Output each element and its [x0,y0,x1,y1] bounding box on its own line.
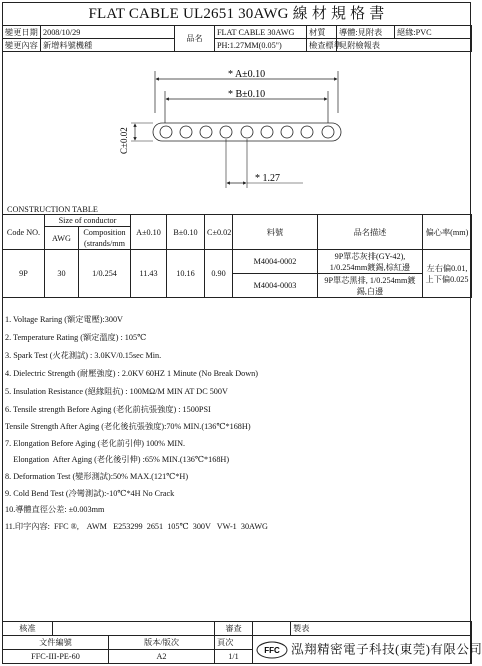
construction-table-label: CONSTRUCTION TABLE [7,205,98,214]
header-c: C±0.02 [205,215,233,250]
product-name: FLAT CABLE 30AWG [215,26,307,39]
spec-deformation: 8. Deformation Test (變形測試):50% MAX.(121℃*H) [5,472,189,481]
approve-label: 核准 [3,622,53,636]
row-b: 10.16 [167,250,205,298]
spec-elongation-after: Elongation After Aging (老化後引伸) :65% MIN.(136℃*168H) [5,455,230,464]
company-name: 泓翔精密電子科技(東莞)有限公司 [291,642,482,656]
conductor [322,126,334,138]
prepare-label: 製表 [293,624,310,633]
part-description-1: 9P單芯灰排(GY-42), 1/0.254mm鍍錫,棕紅邊 [318,250,423,274]
company-cell [253,636,482,664]
header-b: B±0.10 [167,215,205,250]
document-title: FLAT CABLE UL2651 30AWG 線 材 規 格 書 [3,3,470,26]
spec-sheet [2,2,482,664]
footer-table [2,621,482,664]
conductor [301,126,313,138]
header-composition: Composition (strands/mm [79,227,131,250]
conductor [281,126,293,138]
spec-diameter-tolerance: 10.導體直徑公差: ±0.003mm [5,505,105,514]
doc-no-label: 文件編號 [3,636,109,650]
header-part-no: 料號 [233,215,318,250]
part-no-2: M4004-0003 [233,274,318,298]
spec-tensile-after: Tensile Strength After Aging (老化後抗張強度):70% MIN.(136℃*168H) [5,422,251,431]
prepare-cell [291,622,472,636]
spec-insulation-resistance: 5. Insulation Resistance (絕緣阻抗) : 100MΩ/M MIN AT DC 500V [5,387,228,396]
doc-no: FFC-III-PE-60 [3,650,109,664]
conductor [261,126,273,138]
row-code-no: 9P [3,250,45,298]
header-tolerance: 偏心率(mm) [423,215,472,250]
conductor [160,126,172,138]
insulation-spec: 絕緣:PVC [395,26,472,39]
part-description-2: 9P單芯黑排, 1/0.254mm鍍錫,白邊 [318,274,423,298]
spec-elongation-before: 7. Elongation Before Aging (老化前引伸) 100% MIN. [5,439,186,448]
spec-cold-bend: 9. Cold Bend Test (冷彎測試):-10℃*4H No Crack [5,489,175,498]
conductor [180,126,192,138]
conductor-spec: 導體:見附表 [337,26,395,39]
header-a: A±0.10 [131,215,167,250]
spec-temperature: 2. Temperature Rating (額定溫度) : 105℃ [5,333,147,342]
conductor [220,126,232,138]
inspection-standard: 見附檢報表 [337,39,472,52]
header-size-of-conductor: Size of conductor [45,215,131,227]
header-description: 品名描述 [318,215,423,250]
review-signature [253,622,291,636]
dimension-a-label: * A±0.10 [228,69,266,80]
row-composition: 1/0.254 [79,250,131,298]
header-awg: AWG [45,227,79,250]
part-no-1: M4004-0002 [233,250,318,274]
page-number: 1/1 [215,650,253,664]
spec-tensile-before: 6. Tensile strength Before Aging (老化前抗張強度) : 1500PSI [5,405,211,414]
construction-table [2,214,472,298]
review-label: 審查 [215,622,253,636]
conductors [160,126,334,138]
version-label: 版本/版次 [109,636,215,650]
row-c: 0.90 [205,250,233,298]
product-name-label: 品名 [175,26,215,52]
spec-print-content: 11.印字內容: FFC ®, AWM E253299 2651 105℃ 300V VW-1 30AWG [5,522,268,531]
dimension-c-label: C±0.02 [119,127,129,154]
conductor [200,126,212,138]
ffc-logo-icon [255,640,289,660]
material-label: 材質 [307,26,337,39]
page-label: 頁次 [215,636,253,650]
spec-dielectric: 4. Dielectric Strength (耐壓強度) : 2.0KV 60HZ 1 Minute (No Break Down) [5,369,258,378]
row-tolerance: 左右偏0.01, 上下偏0.025 [423,250,472,298]
pitch-dimension-label: * 1.27 [255,173,280,184]
row-awg: 30 [45,250,79,298]
version: A2 [109,650,215,664]
change-date-label: 變更日期 [3,26,41,39]
header-table [2,25,472,52]
spec-spark-test: 3. Spark Test (火花測試) : 3.0KV/0.15sec Min. [5,351,162,360]
pitch-spec: PH:1.27MM(0.05") [215,39,307,52]
dimension-b-label: * B±0.10 [228,89,266,100]
conductor [241,126,253,138]
logo-text: FFC [264,645,280,655]
header-code-no: Code NO. [3,215,45,250]
cable-cross-section-drawing [3,51,472,205]
change-content-label: 變更內容 [3,39,41,52]
inspection-label: 檢查標準 [307,39,337,52]
change-date: 2008/10/29 [41,26,175,39]
spec-voltage: 1. Voltage Raring (額定電壓):300V [5,315,123,324]
change-content: 新增料號機種 [41,39,175,52]
approve-signature [53,622,215,636]
row-a: 11.43 [131,250,167,298]
